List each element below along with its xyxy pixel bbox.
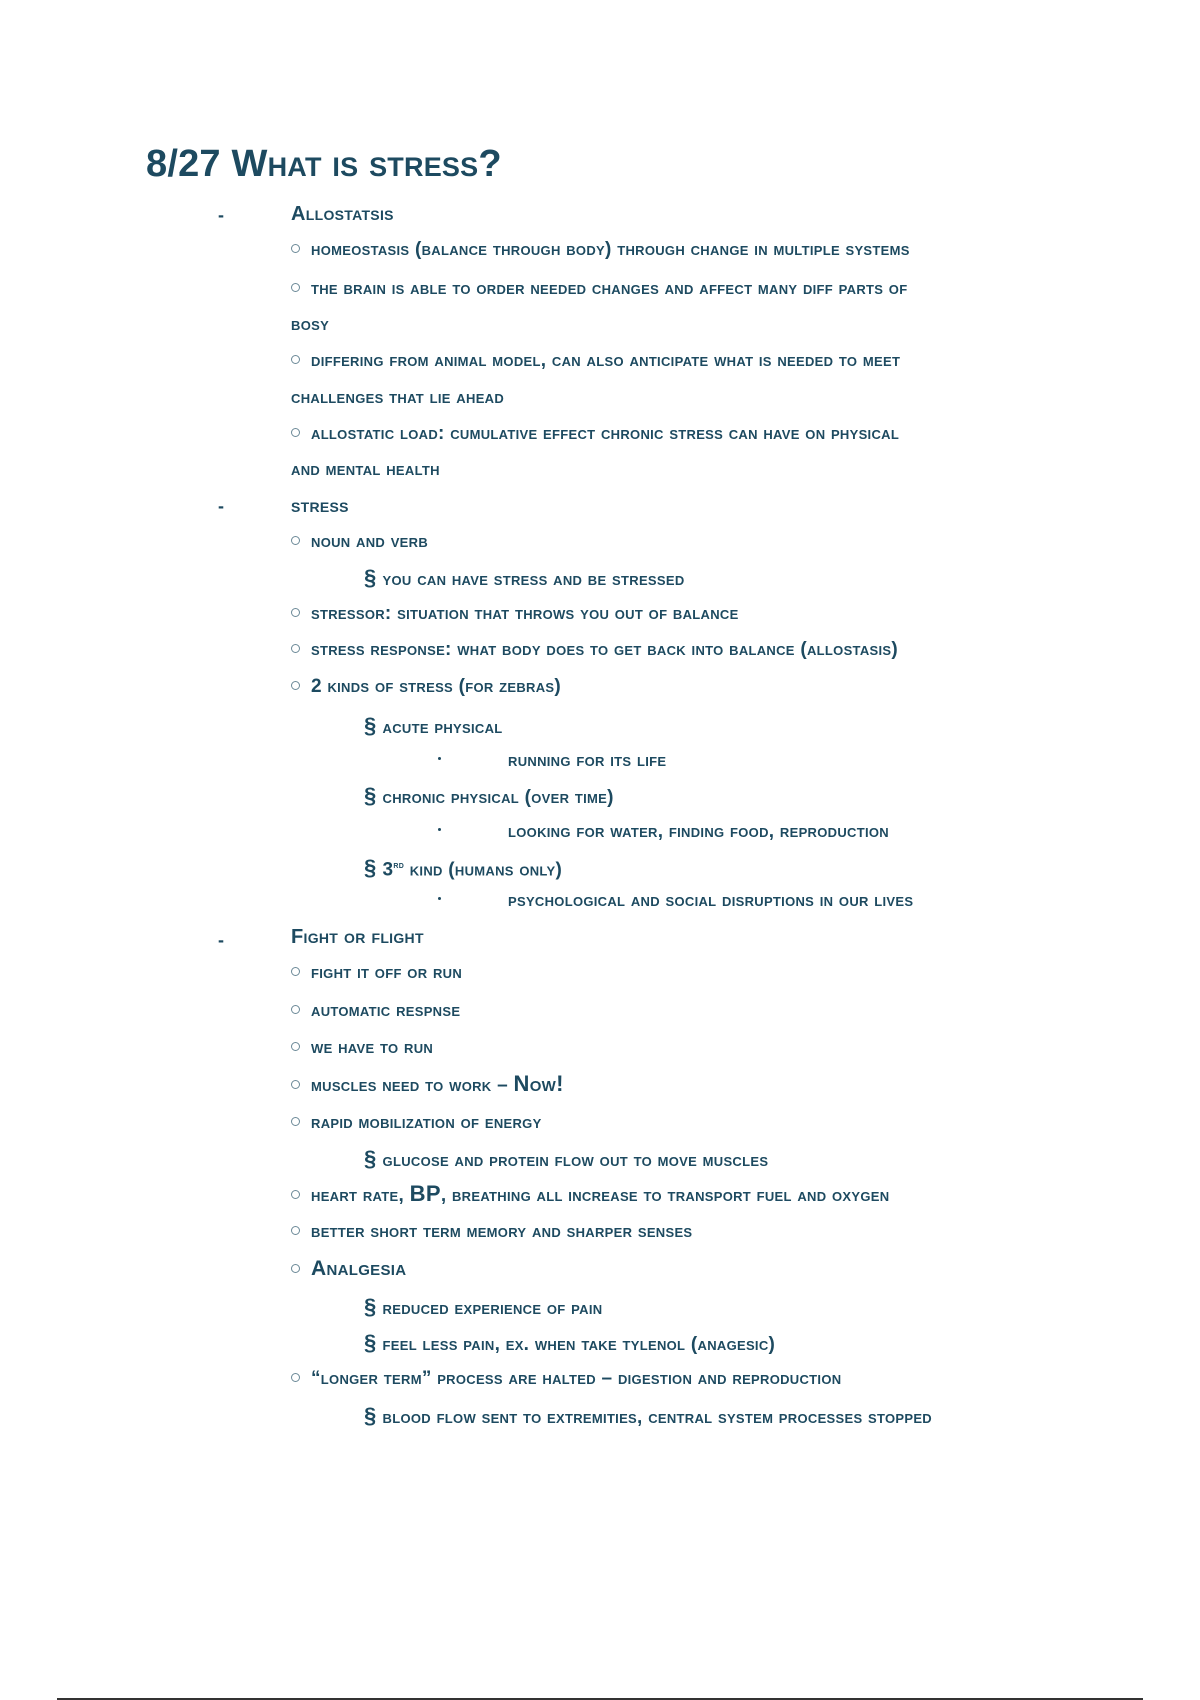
small-dot-icon (438, 897, 441, 900)
circle-bullet-icon (291, 1264, 300, 1273)
circle-bullet-icon (291, 608, 300, 617)
list-item: automatic respnse (291, 999, 460, 1023)
list-item: stress response: what body does to get back into balance (allostasis) (291, 638, 898, 662)
list-item: noun and verb (291, 530, 428, 554)
sub-sub-list-item: running for its life (508, 750, 667, 771)
small-dot-icon (438, 828, 441, 831)
bullet-dash: - (218, 205, 224, 225)
list-item: 2 kinds of stress (for zebras) (291, 675, 561, 699)
list-item: fight it off or run (291, 961, 462, 985)
sub-sub-list-item: looking for water, finding food, reproduction (508, 821, 889, 842)
circle-bullet-icon (291, 644, 300, 653)
circle-bullet-icon (291, 283, 300, 292)
circle-bullet-icon (291, 681, 300, 690)
list-item: the brain is able to order needed changes and affect many diff parts of (291, 277, 907, 301)
circle-bullet-icon (291, 428, 300, 437)
list-item: differing from animal model, can also anticipate what is needed to meet (291, 349, 900, 373)
section-bullet-icon: § (364, 1403, 377, 1428)
list-item: we have to run (291, 1036, 433, 1060)
small-dot-icon (438, 757, 441, 760)
sub-list-item: § glucose and protein flow out to move muscles (364, 1146, 769, 1171)
circle-bullet-icon (291, 1190, 300, 1199)
circle-bullet-icon (291, 1117, 300, 1126)
list-item: rapid mobilization of energy (291, 1111, 542, 1135)
sub-sub-list-item: psychological and social disruptions in our lives (508, 890, 914, 911)
list-item: “longer term” process are halted – digestion and reproduction (291, 1367, 841, 1391)
list-item: heart rate, BP, breathing all increase to transport fuel and oxygen (291, 1182, 889, 1208)
heading-stress: stress (291, 495, 349, 517)
page-title: 8/27 What is stress? (146, 143, 502, 185)
sub-list-item: § you can have stress and be stressed (364, 565, 685, 590)
circle-bullet-icon (291, 244, 300, 253)
bullet-dash: - (218, 930, 224, 950)
heading-fight-or-flight: Fight or flight (291, 926, 424, 948)
list-item: Analgesia (291, 1257, 406, 1282)
circle-bullet-icon (291, 967, 300, 976)
circle-bullet-icon (291, 536, 300, 545)
section-bullet-icon: § (364, 1294, 377, 1319)
bullet-dash: - (218, 496, 224, 516)
list-item: stressor: situation that throws you out of balance (291, 602, 739, 626)
sub-list-item: § blood flow sent to extremities, central system processes stopped (364, 1403, 932, 1428)
circle-bullet-icon (291, 355, 300, 364)
circle-bullet-icon (291, 1005, 300, 1014)
section-bullet-icon: § (364, 713, 377, 738)
section-bullet-icon: § (364, 1330, 377, 1355)
circle-bullet-icon (291, 1042, 300, 1051)
list-item-continuation: bosy (291, 314, 330, 335)
section-bullet-icon: § (364, 565, 377, 590)
sub-list-item: § chronic physical (over time) (364, 783, 614, 808)
section-bullet-icon: § (364, 1146, 377, 1171)
list-item: allostatic load: cumulative effect chronic stress can have on physical (291, 422, 899, 446)
section-bullet-icon: § (364, 783, 377, 808)
circle-bullet-icon (291, 1373, 300, 1382)
sub-list-item: § reduced experience of pain (364, 1294, 603, 1319)
list-item-continuation: challenges that lie ahead (291, 387, 505, 408)
list-item: homeostasis (balance through body) through change in multiple systems (291, 238, 910, 262)
list-item: better short term memory and sharper senses (291, 1220, 692, 1244)
section-bullet-icon: § (364, 855, 377, 881)
circle-bullet-icon (291, 1226, 300, 1235)
sub-list-item: § 3rd kind (humans only) (364, 855, 563, 881)
sub-list-item: § acute physical (364, 713, 503, 738)
list-item-continuation: and mental health (291, 459, 440, 480)
list-item: muscles need to work – Now! (291, 1072, 564, 1098)
heading-allostasis: Allostatsis (291, 203, 394, 225)
sub-list-item: § feel less pain, ex. when take tylenol (anagesic) (364, 1330, 776, 1355)
circle-bullet-icon (291, 1080, 300, 1089)
